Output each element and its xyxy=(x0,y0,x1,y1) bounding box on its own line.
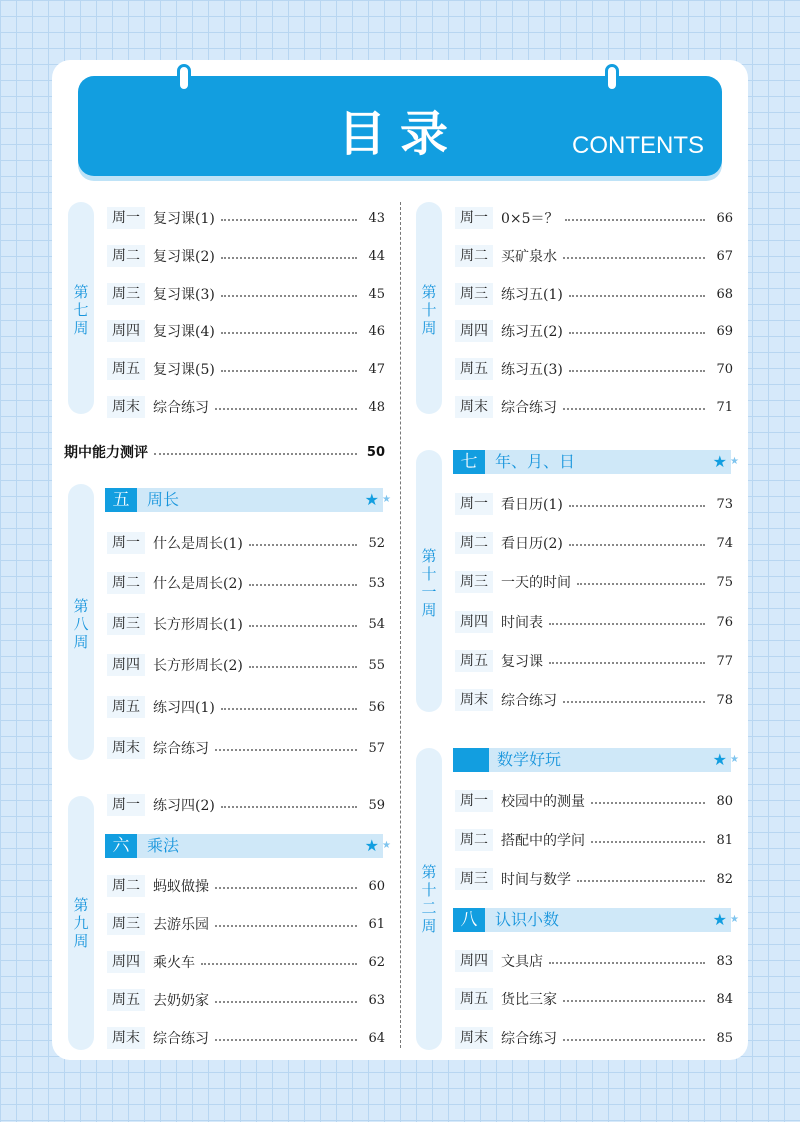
page-number: 69 xyxy=(716,323,733,339)
page-number: 46 xyxy=(368,323,385,339)
day-label: 周四 xyxy=(107,320,145,342)
day-label: 周一 xyxy=(455,790,493,812)
leader-dots xyxy=(591,841,705,843)
toc-entry[interactable] xyxy=(107,244,385,268)
page-number: 84 xyxy=(716,991,733,1007)
toc-entry[interactable] xyxy=(107,950,385,974)
leader-dots xyxy=(563,257,705,259)
page-number: 74 xyxy=(716,535,733,551)
page-number: 82 xyxy=(716,871,733,887)
leader-dots xyxy=(549,662,705,664)
unit-title: 数学好玩 xyxy=(497,750,562,769)
unit-number: 七 xyxy=(453,450,485,474)
entry-title: 什么是周长(2) xyxy=(153,576,243,592)
entry-title: 综合练习 xyxy=(153,741,209,757)
week-7-label: 第七周 xyxy=(73,283,89,337)
entry-title: 去游乐园 xyxy=(153,917,209,933)
entry-title: 练习五(3) xyxy=(501,362,563,378)
leader-dots xyxy=(577,880,705,882)
entry-title: 看日历(2) xyxy=(501,536,563,552)
page-number: 63 xyxy=(368,992,385,1008)
day-label: 周一 xyxy=(107,794,145,816)
day-label: 周三 xyxy=(107,283,145,305)
toc-entry[interactable] xyxy=(107,206,385,230)
entry-title: 文具店 xyxy=(501,954,543,970)
day-label: 周三 xyxy=(107,613,145,635)
day-label: 周三 xyxy=(455,571,493,593)
day-label: 周末 xyxy=(455,1027,493,1049)
star-icon: ★ xyxy=(712,452,727,471)
toc-entry[interactable] xyxy=(107,1026,385,1050)
leader-dots xyxy=(221,257,357,259)
day-label: 周五 xyxy=(107,696,145,718)
page-number: 47 xyxy=(368,361,385,377)
unit-7-banner[interactable] xyxy=(453,450,739,474)
toc-entry[interactable] xyxy=(107,912,385,936)
page-number: 59 xyxy=(368,797,385,813)
page-number: 50 xyxy=(366,444,385,460)
star-icon: ★ xyxy=(364,836,379,855)
leader-dots xyxy=(221,806,357,808)
small-star-icon: ★ xyxy=(382,494,391,505)
day-label: 周二 xyxy=(455,245,493,267)
entry-title: 看日历(1) xyxy=(501,497,563,513)
leader-dots xyxy=(154,453,357,455)
toc-entry[interactable] xyxy=(455,789,733,813)
page-number: 75 xyxy=(716,574,733,590)
unit-number: 八 xyxy=(453,908,485,932)
toc-entry[interactable] xyxy=(107,793,385,817)
binder-ring-left xyxy=(177,64,191,92)
unit-title: 乘法 xyxy=(147,836,180,855)
day-label: 周一 xyxy=(107,532,145,554)
day-label: 周一 xyxy=(107,207,145,229)
day-label: 周四 xyxy=(107,951,145,973)
leader-dots xyxy=(221,219,357,221)
entry-title: 练习五(1) xyxy=(501,287,563,303)
column-divider xyxy=(400,202,401,1048)
week-11-label: 第十一周 xyxy=(421,547,437,619)
day-label: 周四 xyxy=(455,950,493,972)
unit-8-banner[interactable] xyxy=(453,908,739,932)
entry-title: 时间与数学 xyxy=(501,872,571,888)
entry-title: 买矿泉水 xyxy=(501,249,557,265)
week-9-label: 第九周 xyxy=(73,896,89,950)
entry-title: 货比三家 xyxy=(501,992,557,1008)
toc-entry[interactable] xyxy=(455,987,733,1011)
banner-tab xyxy=(453,748,489,772)
page-number: 77 xyxy=(716,653,733,669)
entry-title: 长方形周长(1) xyxy=(153,617,243,633)
entry-title: 搭配中的学问 xyxy=(501,833,585,849)
page-number: 76 xyxy=(716,614,733,630)
leader-dots xyxy=(569,370,705,372)
day-label: 周三 xyxy=(455,283,493,305)
entry-title: 去奶奶家 xyxy=(153,993,209,1009)
page-number: 56 xyxy=(368,699,385,715)
entry-title: 综合练习 xyxy=(153,1031,209,1047)
entry-title: 什么是周长(1) xyxy=(153,536,243,552)
toc-entry[interactable] xyxy=(455,867,733,891)
entry-title: 复习课(2) xyxy=(153,249,215,265)
leader-dots xyxy=(215,749,357,751)
entry-title: 复习课 xyxy=(501,654,543,670)
fun-math-banner[interactable] xyxy=(453,748,739,772)
toc-entry[interactable] xyxy=(107,571,385,595)
entry-title: 蚂蚁做操 xyxy=(153,879,209,895)
entry-title: 复习课(5) xyxy=(153,362,215,378)
leader-dots xyxy=(563,408,705,410)
leader-dots xyxy=(221,295,357,297)
entry-title: 复习课(3) xyxy=(153,287,215,303)
leader-dots xyxy=(215,1039,357,1041)
entry-title: 一天的时间 xyxy=(501,575,571,591)
toc-entry[interactable] xyxy=(455,1026,733,1050)
toc-entry[interactable] xyxy=(455,570,733,594)
day-label: 周二 xyxy=(107,875,145,897)
toc-entry[interactable] xyxy=(107,874,385,898)
page-number: 44 xyxy=(368,248,385,264)
day-label: 周四 xyxy=(455,611,493,633)
toc-entry[interactable] xyxy=(107,653,385,677)
leader-dots xyxy=(563,1000,705,1002)
leader-dots xyxy=(569,332,705,334)
page-number: 60 xyxy=(368,878,385,894)
leader-dots xyxy=(249,625,357,627)
unit-title: 认识小数 xyxy=(495,910,560,929)
day-label: 周二 xyxy=(455,532,493,554)
leader-dots xyxy=(249,584,357,586)
leader-dots xyxy=(563,1039,705,1041)
toc-entry[interactable] xyxy=(455,688,733,712)
week-8-label: 第八周 xyxy=(73,597,89,651)
small-star-icon: ★ xyxy=(382,840,391,851)
entry-title: 复习课(1) xyxy=(153,211,215,227)
entry-title: 时间表 xyxy=(501,615,543,631)
toc-entry[interactable] xyxy=(455,649,733,673)
day-label: 周三 xyxy=(107,913,145,935)
leader-dots xyxy=(215,408,357,410)
week-10-label: 第十周 xyxy=(421,283,437,337)
page-number: 67 xyxy=(716,248,733,264)
toc-entry[interactable] xyxy=(455,949,733,973)
page-title: 目录 xyxy=(337,106,462,162)
page-number: 80 xyxy=(716,793,733,809)
toc-entry[interactable] xyxy=(455,282,733,306)
day-label: 周三 xyxy=(455,868,493,890)
day-label: 周五 xyxy=(455,650,493,672)
day-label: 周五 xyxy=(107,358,145,380)
small-star-icon: ★ xyxy=(730,456,739,467)
day-label: 周末 xyxy=(455,396,493,418)
leader-dots xyxy=(201,963,357,965)
day-label: 周一 xyxy=(455,493,493,515)
toc-entry[interactable] xyxy=(107,395,385,419)
page-number: 64 xyxy=(368,1030,385,1046)
toc-entry[interactable] xyxy=(107,282,385,306)
unit-title: 周长 xyxy=(147,490,180,509)
entry-title: 综合练习 xyxy=(153,400,209,416)
unit-6-banner[interactable] xyxy=(105,834,391,858)
page-number: 61 xyxy=(368,916,385,932)
entry-title: 练习五(2) xyxy=(501,324,563,340)
unit-number: 六 xyxy=(105,834,137,858)
toc-entry[interactable] xyxy=(455,610,733,634)
page-number: 54 xyxy=(368,616,385,632)
entry-title: 期中能力测评 xyxy=(64,445,148,461)
leader-dots xyxy=(569,544,705,546)
leader-dots xyxy=(577,583,705,585)
page-number: 78 xyxy=(716,692,733,708)
day-label: 周五 xyxy=(455,358,493,380)
entry-title: 综合练习 xyxy=(501,1031,557,1047)
leader-dots xyxy=(249,544,357,546)
unit-5-banner[interactable] xyxy=(105,488,391,512)
leader-dots xyxy=(215,887,357,889)
day-label: 周五 xyxy=(455,988,493,1010)
page-number: 83 xyxy=(716,953,733,969)
midterm-entry[interactable] xyxy=(64,440,385,464)
toc-entry[interactable] xyxy=(107,357,385,381)
leader-dots xyxy=(563,701,705,703)
toc-entry[interactable] xyxy=(455,492,733,516)
leader-dots xyxy=(591,802,705,804)
entry-title: 乘火车 xyxy=(153,955,195,971)
toc-entry[interactable] xyxy=(107,319,385,343)
day-label: 周末 xyxy=(107,1027,145,1049)
page-number: 66 xyxy=(716,210,733,226)
page-number: 55 xyxy=(368,657,385,673)
page-number: 81 xyxy=(716,832,733,848)
leader-dots xyxy=(249,666,357,668)
page-subtitle: CONTENTS xyxy=(572,132,704,159)
entry-title: 练习四(1) xyxy=(153,700,215,716)
page-number: 45 xyxy=(368,286,385,302)
page-number: 62 xyxy=(368,954,385,970)
leader-dots xyxy=(221,708,357,710)
small-star-icon: ★ xyxy=(730,914,739,925)
star-icon: ★ xyxy=(712,910,727,929)
day-label: 周末 xyxy=(107,737,145,759)
day-label: 周末 xyxy=(107,396,145,418)
toc-entry[interactable] xyxy=(455,206,733,230)
small-star-icon: ★ xyxy=(730,754,739,765)
page-number: 52 xyxy=(368,535,385,551)
toc-entry[interactable] xyxy=(455,319,733,343)
star-icon: ★ xyxy=(364,490,379,509)
page-number: 53 xyxy=(368,575,385,591)
entry-title: 练习四(2) xyxy=(153,798,215,814)
entry-title: 校园中的测量 xyxy=(501,794,585,810)
day-label: 周四 xyxy=(455,320,493,342)
toc-entry[interactable] xyxy=(455,244,733,268)
page-number: 73 xyxy=(716,496,733,512)
leader-dots xyxy=(569,505,705,507)
toc-entry[interactable] xyxy=(107,736,385,760)
unit-title: 年、月、日 xyxy=(495,452,576,471)
leader-dots xyxy=(215,1001,357,1003)
leader-dots xyxy=(569,295,705,297)
entry-title: 0×5＝？ xyxy=(501,211,559,227)
page-number: 71 xyxy=(716,399,733,415)
page-number: 57 xyxy=(368,740,385,756)
star-icon: ★ xyxy=(712,750,727,769)
toc-entry[interactable] xyxy=(455,395,733,419)
leader-dots xyxy=(215,925,357,927)
leader-dots xyxy=(549,623,705,625)
leader-dots xyxy=(221,370,357,372)
day-label: 周二 xyxy=(107,572,145,594)
toc-entry[interactable] xyxy=(455,357,733,381)
toc-entry[interactable] xyxy=(107,612,385,636)
day-label: 周二 xyxy=(455,829,493,851)
page-number: 68 xyxy=(716,286,733,302)
day-label: 周五 xyxy=(107,989,145,1011)
entry-title: 长方形周长(2) xyxy=(153,658,243,674)
toc-entry[interactable] xyxy=(107,531,385,555)
leader-dots xyxy=(549,962,705,964)
toc-entry[interactable] xyxy=(455,828,733,852)
toc-entry[interactable] xyxy=(455,531,733,555)
page-number: 85 xyxy=(716,1030,733,1046)
day-label: 周四 xyxy=(107,654,145,676)
page-number: 43 xyxy=(368,210,385,226)
entry-title: 综合练习 xyxy=(501,693,557,709)
page-number: 48 xyxy=(368,399,385,415)
toc-entry[interactable] xyxy=(107,988,385,1012)
entry-title: 复习课(4) xyxy=(153,324,215,340)
leader-dots xyxy=(565,219,705,221)
entry-title: 综合练习 xyxy=(501,400,557,416)
day-label: 周二 xyxy=(107,245,145,267)
week-12-label: 第十二周 xyxy=(421,863,437,935)
page-number: 70 xyxy=(716,361,733,377)
binder-ring-right xyxy=(605,64,619,92)
day-label: 周一 xyxy=(455,207,493,229)
leader-dots xyxy=(221,332,357,334)
unit-number: 五 xyxy=(105,488,137,512)
day-label: 周末 xyxy=(455,689,493,711)
toc-entry[interactable] xyxy=(107,695,385,719)
